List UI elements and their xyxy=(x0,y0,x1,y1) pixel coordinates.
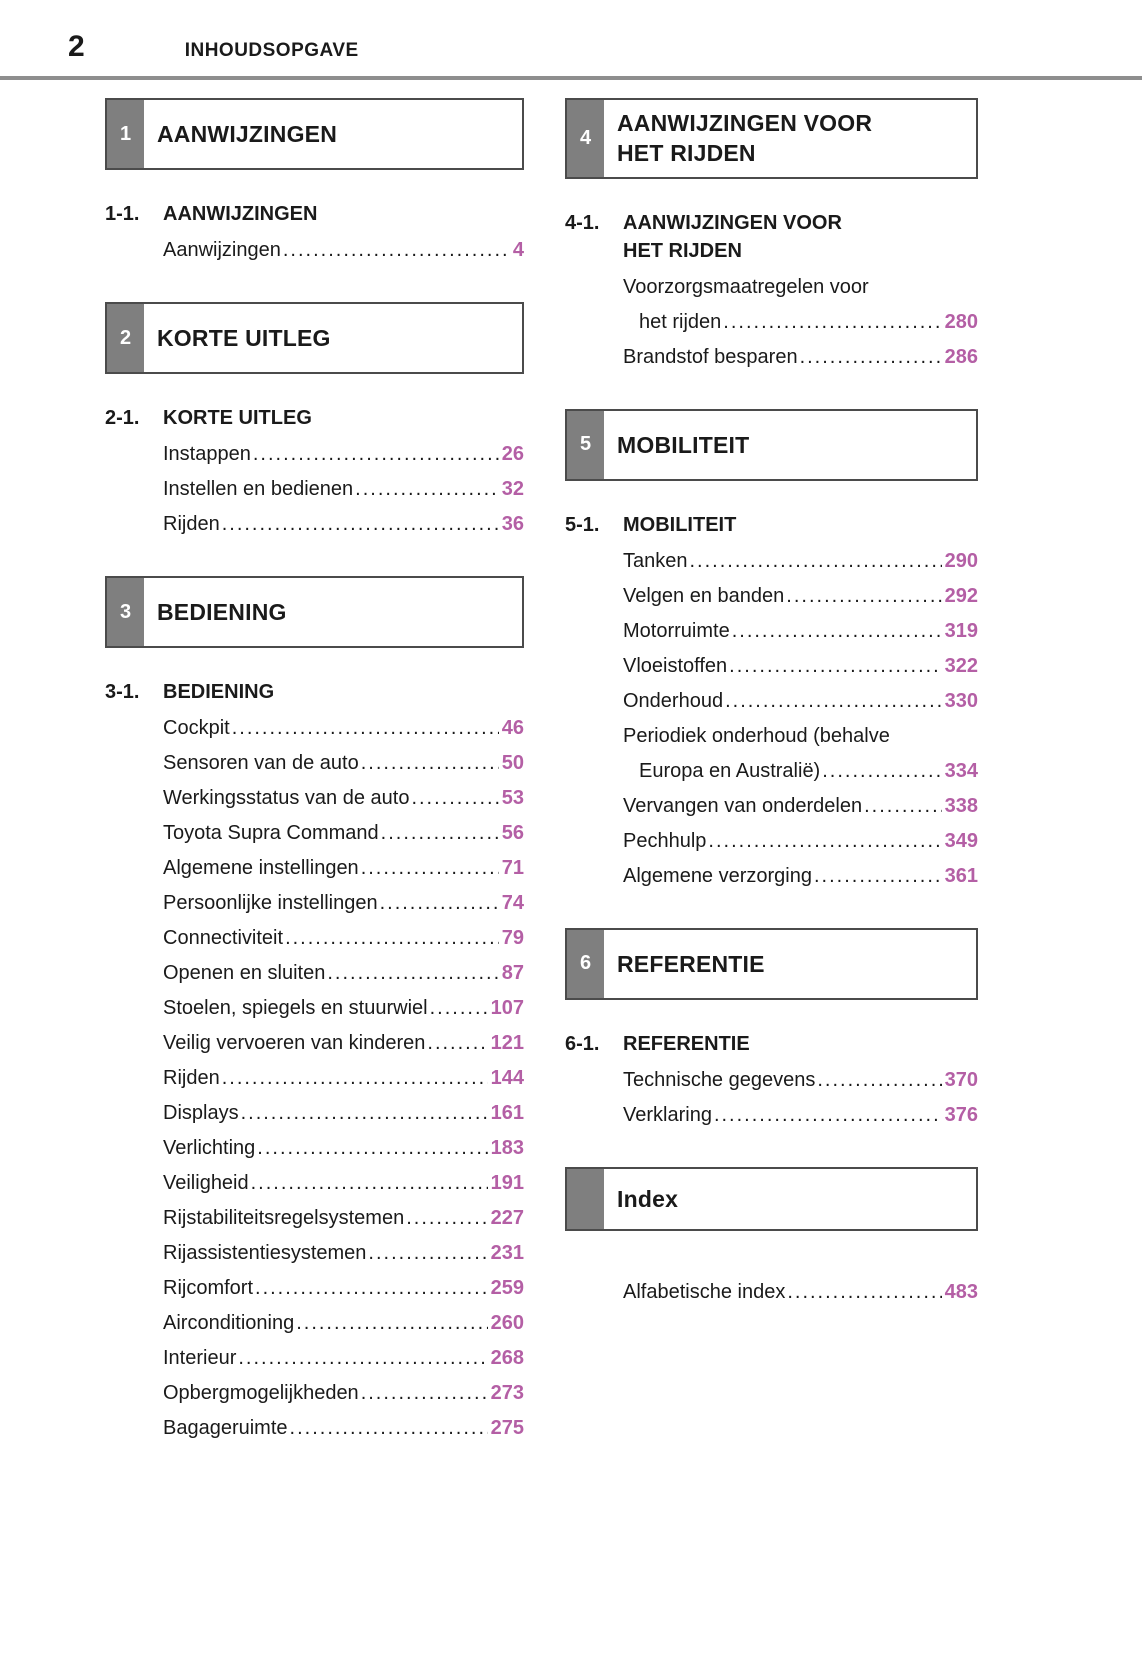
toc-entry-label: Verlichting xyxy=(163,1137,256,1159)
toc-entry-line xyxy=(163,1411,524,1446)
toc-entry-label: Voorzorgsmaatregelen voor xyxy=(623,275,869,298)
toc-entry-line xyxy=(623,579,978,614)
toc-entry-line xyxy=(163,233,524,268)
subsection-number: 2-1. xyxy=(105,407,140,429)
toc-entry-label: Openen en sluiten xyxy=(163,962,326,984)
subsection-number: 6-1. xyxy=(565,1032,600,1055)
dot-leader xyxy=(800,340,942,375)
section-title: Index xyxy=(617,1185,679,1212)
toc-entry xyxy=(623,859,978,894)
toc-entry xyxy=(623,614,978,649)
index-section-box xyxy=(565,1167,978,1231)
toc-entry-page: 87 xyxy=(501,962,524,984)
toc-entry-page: 121 xyxy=(490,1032,524,1054)
toc-entry-line xyxy=(163,1026,524,1061)
toc-entry-label: Periodiek onderhoud (behalve xyxy=(623,724,890,747)
toc-entry-page: 268 xyxy=(490,1347,524,1369)
toc-entry-page: 280 xyxy=(944,310,978,333)
section-number-tab xyxy=(567,1169,604,1229)
section-number-tab: 3 xyxy=(107,578,144,646)
toc-entry-label: Sensoren van de auto xyxy=(163,752,359,774)
toc-entry xyxy=(163,1411,524,1446)
toc-entry-page: 231 xyxy=(490,1242,524,1264)
section-number-tab: 1 xyxy=(107,100,144,168)
toc-entry-line xyxy=(163,507,524,542)
toc-entry-label: Veiligheid xyxy=(163,1172,249,1194)
toc-entry-label: Algemene verzorging xyxy=(623,864,812,887)
toc-entry xyxy=(163,781,524,816)
toc-entry-line xyxy=(163,1201,524,1236)
toc-entry-label: Pechhulp xyxy=(623,829,707,852)
toc-entry xyxy=(163,1341,524,1376)
toc-entry-label: Europa en Australië) xyxy=(639,759,821,782)
toc-entry-page: 322 xyxy=(944,654,978,677)
toc-entry-line xyxy=(163,1096,524,1131)
dot-leader xyxy=(255,1271,488,1306)
toc-entry xyxy=(163,1061,524,1096)
toc-entry xyxy=(163,1306,524,1341)
toc-entry xyxy=(623,340,978,375)
subsection-heading xyxy=(105,678,524,706)
dot-leader xyxy=(251,1166,488,1201)
dot-leader xyxy=(355,472,499,507)
toc-entry-page: 334 xyxy=(944,759,978,782)
toc-entry xyxy=(623,270,978,340)
toc-entry xyxy=(163,956,524,991)
toc-entry-list xyxy=(163,711,524,1446)
subsection-heading xyxy=(105,200,524,228)
section-number-tab: 4 xyxy=(567,100,604,177)
toc-entry-page: 107 xyxy=(490,997,524,1019)
toc-entry xyxy=(163,921,524,956)
toc-entry-label: Persoonlijke instellingen xyxy=(163,892,378,914)
toc-entry-page: 46 xyxy=(501,717,524,739)
page-number: 2 xyxy=(68,30,85,63)
toc-entry-line xyxy=(623,340,978,375)
dot-leader xyxy=(257,1131,487,1166)
dot-leader xyxy=(822,754,941,789)
toc-entry-line xyxy=(623,614,978,649)
toc-entry xyxy=(163,1271,524,1306)
toc-entry-line xyxy=(163,472,524,507)
toc-entry xyxy=(163,233,524,268)
toc-entry-line xyxy=(623,1275,978,1310)
toc-entry-line xyxy=(163,746,524,781)
toc-entry-list xyxy=(623,1063,978,1133)
subsection-title: BEDIENING xyxy=(163,681,275,703)
toc-entry-line xyxy=(163,1271,524,1306)
toc-entry xyxy=(623,544,978,579)
toc-entry-page: 286 xyxy=(944,345,978,368)
subsection-heading xyxy=(565,1030,978,1058)
toc-entry xyxy=(623,1275,978,1310)
section-box-5 xyxy=(565,409,978,481)
dot-leader xyxy=(361,746,499,781)
subsection-heading xyxy=(565,511,978,539)
toc-entry-list xyxy=(163,233,524,268)
toc-entry xyxy=(623,684,978,719)
toc-entry-line xyxy=(163,1166,524,1201)
subsection-number: 4-1. xyxy=(565,211,600,234)
dot-leader xyxy=(296,1306,487,1341)
toc-entry-list xyxy=(623,1275,978,1310)
toc-entry xyxy=(163,437,524,472)
toc-entry-label: Veilig vervoeren van kinderen xyxy=(163,1032,426,1054)
toc-entry-line xyxy=(163,886,524,921)
subsection-number: 5-1. xyxy=(565,513,600,536)
toc-entry-page: 53 xyxy=(501,787,524,809)
toc-entry-line xyxy=(163,711,524,746)
toc-entry xyxy=(163,1026,524,1061)
toc-entry-page: 56 xyxy=(501,822,524,844)
toc-entry xyxy=(163,991,524,1026)
subsection-title: KORTE UITLEG xyxy=(163,407,312,429)
toc-entry xyxy=(163,851,524,886)
toc-entry-label: Alfabetische index xyxy=(623,1280,786,1303)
dot-leader xyxy=(361,851,499,886)
dot-leader xyxy=(406,1201,487,1236)
toc-entry xyxy=(163,1166,524,1201)
toc-column-left xyxy=(105,98,524,1446)
toc-entry-page: 273 xyxy=(490,1382,524,1404)
toc-entry-page: 361 xyxy=(944,864,978,887)
toc-entry-label: Interieur xyxy=(163,1347,237,1369)
toc-entry-page: 376 xyxy=(944,1103,978,1126)
section-title: BEDIENING xyxy=(157,598,287,625)
section-title: AANWIJZINGEN xyxy=(157,120,338,147)
toc-entry-list xyxy=(623,270,978,375)
toc-entry-page: 144 xyxy=(490,1067,524,1089)
toc-entry-line xyxy=(623,1063,978,1098)
dot-leader xyxy=(361,1376,488,1411)
header-rule xyxy=(0,76,1142,80)
toc-entry-line xyxy=(623,1098,978,1133)
subsection-title: REFERENTIE xyxy=(623,1032,750,1055)
toc-entry xyxy=(163,711,524,746)
toc-entry-page: 71 xyxy=(501,857,524,879)
toc-entry-page: 36 xyxy=(501,513,524,535)
toc-entry-page: 292 xyxy=(944,584,978,607)
toc-entry-page: 32 xyxy=(501,478,524,500)
toc-entry-label: Algemene instellingen xyxy=(163,857,359,879)
toc-entry-page: 483 xyxy=(944,1280,978,1303)
toc-columns xyxy=(105,98,1142,1446)
toc-entry-page: 74 xyxy=(501,892,524,914)
toc-entry-label: Verklaring xyxy=(623,1103,712,1126)
toc-entry xyxy=(623,719,978,789)
toc-entry-line xyxy=(623,754,978,789)
subsection-number: 1-1. xyxy=(105,203,140,225)
toc-entry-label: Vervangen van onderdelen xyxy=(623,794,863,817)
toc-entry-page: 338 xyxy=(944,794,978,817)
section-number-tab: 5 xyxy=(567,411,604,479)
toc-entry-line xyxy=(163,1061,524,1096)
toc-entry-page: 290 xyxy=(944,549,978,572)
toc-entry-label: Velgen en banden xyxy=(623,584,785,607)
toc-entry-list xyxy=(623,544,978,894)
dot-leader xyxy=(222,507,499,542)
toc-entry-label: Toyota Supra Command xyxy=(163,822,379,844)
toc-entry-page: 349 xyxy=(944,829,978,852)
toc-entry-line xyxy=(163,956,524,991)
toc-entry xyxy=(163,507,524,542)
toc-entry-list xyxy=(163,437,524,542)
dot-leader xyxy=(725,684,942,719)
section-title: KORTE UITLEG xyxy=(157,324,331,351)
section-number-tab: 6 xyxy=(567,930,604,998)
dot-leader xyxy=(222,1061,488,1096)
dot-leader xyxy=(729,649,941,684)
dot-leader xyxy=(381,816,499,851)
dot-leader xyxy=(380,886,499,921)
toc-entry xyxy=(623,1098,978,1133)
dot-leader xyxy=(714,1098,942,1133)
toc-entry-label: Cockpit xyxy=(163,717,230,739)
toc-entry xyxy=(163,746,524,781)
dot-leader xyxy=(430,991,488,1026)
toc-entry xyxy=(163,1236,524,1271)
dot-leader xyxy=(253,437,499,472)
toc-entry-line xyxy=(623,305,978,340)
toc-entry-page: 370 xyxy=(944,1068,978,1091)
subsection-title: AANWIJZINGEN xyxy=(163,203,318,225)
toc-entry xyxy=(623,824,978,859)
dot-leader xyxy=(427,1026,487,1061)
toc-entry-label: Displays xyxy=(163,1102,239,1124)
toc-entry-label: Rijcomfort xyxy=(163,1277,254,1299)
dot-leader xyxy=(708,824,941,859)
section-box-4 xyxy=(565,98,978,179)
toc-entry-line xyxy=(163,1131,524,1166)
dot-leader xyxy=(817,1063,941,1098)
toc-entry-label: Brandstof besparen xyxy=(623,345,798,368)
toc-entry-line xyxy=(163,781,524,816)
toc-entry-label: Onderhoud xyxy=(623,689,724,712)
dot-leader xyxy=(241,1096,488,1131)
dot-leader xyxy=(238,1341,487,1376)
dot-leader xyxy=(814,859,942,894)
toc-entry-line xyxy=(163,1306,524,1341)
toc-entry-label: Werkingsstatus van de auto xyxy=(163,787,410,809)
toc-entry-label: Rijstabiliteitsregelsystemen xyxy=(163,1207,405,1229)
toc-entry-line xyxy=(163,1341,524,1376)
toc-entry-label: Tanken xyxy=(623,549,688,572)
toc-entry-label: Rijassistentiesystemen xyxy=(163,1242,367,1264)
toc-entry-label: Technische gegevens xyxy=(623,1068,816,1091)
dot-leader xyxy=(690,544,942,579)
toc-entry xyxy=(163,1201,524,1236)
toc-entry-line xyxy=(163,1376,524,1411)
toc-entry-line xyxy=(163,1236,524,1271)
toc-entry-page: 330 xyxy=(944,689,978,712)
toc-entry-line xyxy=(163,851,524,886)
toc-entry-label: Bagageruimte xyxy=(163,1417,288,1439)
dot-leader xyxy=(732,614,942,649)
toc-entry xyxy=(163,886,524,921)
toc-entry-label: Instellen en bedienen xyxy=(163,478,354,500)
dot-leader xyxy=(864,789,942,824)
toc-entry-page: 191 xyxy=(490,1172,524,1194)
toc-entry-line xyxy=(623,789,978,824)
dot-leader xyxy=(723,305,941,340)
toc-entry-line xyxy=(623,684,978,719)
dot-leader xyxy=(285,921,499,956)
toc-entry xyxy=(163,1131,524,1166)
section-box-6 xyxy=(565,928,978,1000)
toc-entry-page: 4 xyxy=(512,239,524,261)
toc-entry-page: 161 xyxy=(490,1102,524,1124)
toc-entry-line xyxy=(163,921,524,956)
section-box-2 xyxy=(105,302,524,374)
toc-entry-line xyxy=(623,824,978,859)
toc-entry-page: 319 xyxy=(944,619,978,642)
toc-entry-page: 275 xyxy=(490,1417,524,1439)
toc-entry-label: Connectiviteit xyxy=(163,927,284,949)
toc-entry-line xyxy=(623,859,978,894)
subsection-title: AANWIJZINGEN VOOR HET RIJDEN xyxy=(623,211,842,262)
toc-entry-line xyxy=(163,991,524,1026)
toc-entry-line xyxy=(623,544,978,579)
toc-entry-line xyxy=(623,649,978,684)
section-title: AANWIJZINGEN VOOR HET RIJDEN xyxy=(617,110,873,167)
toc-entry-label: Aanwijzingen xyxy=(163,239,281,261)
toc-entry-label: Airconditioning xyxy=(163,1312,295,1334)
subsection-heading xyxy=(105,404,524,432)
toc-entry-label: Opbergmogelijkheden xyxy=(163,1382,359,1404)
toc-entry-label: Rijden xyxy=(163,513,220,535)
subsection-title: MOBILITEIT xyxy=(623,513,737,536)
section-number-tab: 2 xyxy=(107,304,144,372)
toc-entry xyxy=(163,472,524,507)
section-title: MOBILITEIT xyxy=(617,431,750,458)
toc-entry xyxy=(163,1096,524,1131)
toc-entry-label: Rijden xyxy=(163,1067,220,1089)
subsection-number: 3-1. xyxy=(105,681,140,703)
toc-entry-page: 183 xyxy=(490,1137,524,1159)
section-box-3 xyxy=(105,576,524,648)
section-title: REFERENTIE xyxy=(617,950,765,977)
toc-entry-label: Vloeistoffen xyxy=(623,654,728,677)
toc-entry-label: het rijden xyxy=(639,310,722,333)
section-box-1 xyxy=(105,98,524,170)
toc-entry xyxy=(163,816,524,851)
dot-leader xyxy=(290,1411,488,1446)
toc-entry-page: 50 xyxy=(501,752,524,774)
toc-entry-label: Stoelen, spiegels en stuurwiel xyxy=(163,997,428,1019)
page-header xyxy=(0,0,1142,64)
toc-entry xyxy=(623,579,978,614)
toc-entry-page: 227 xyxy=(490,1207,524,1229)
toc-entry-page: 79 xyxy=(501,927,524,949)
dot-leader xyxy=(327,956,498,991)
dot-leader xyxy=(232,711,499,746)
toc-entry-line xyxy=(163,437,524,472)
dot-leader xyxy=(411,781,498,816)
dot-leader xyxy=(283,233,510,268)
dot-leader xyxy=(787,1275,941,1310)
toc-entry-label: Motorruimte xyxy=(623,619,730,642)
toc-column-right xyxy=(565,98,978,1310)
toc-entry xyxy=(623,1063,978,1098)
toc-entry xyxy=(623,789,978,824)
toc-entry-page: 260 xyxy=(490,1312,524,1334)
dot-leader xyxy=(786,579,941,614)
subsection-heading xyxy=(565,209,978,265)
toc-entry-line xyxy=(163,816,524,851)
document-title: INHOUDSOPGAVE xyxy=(184,40,359,61)
toc-entry xyxy=(623,649,978,684)
dot-leader xyxy=(368,1236,487,1271)
toc-entry-label: Instappen xyxy=(163,443,251,465)
toc-entry xyxy=(163,1376,524,1411)
toc-entry-page: 26 xyxy=(501,443,524,465)
toc-entry-page: 259 xyxy=(490,1277,524,1299)
